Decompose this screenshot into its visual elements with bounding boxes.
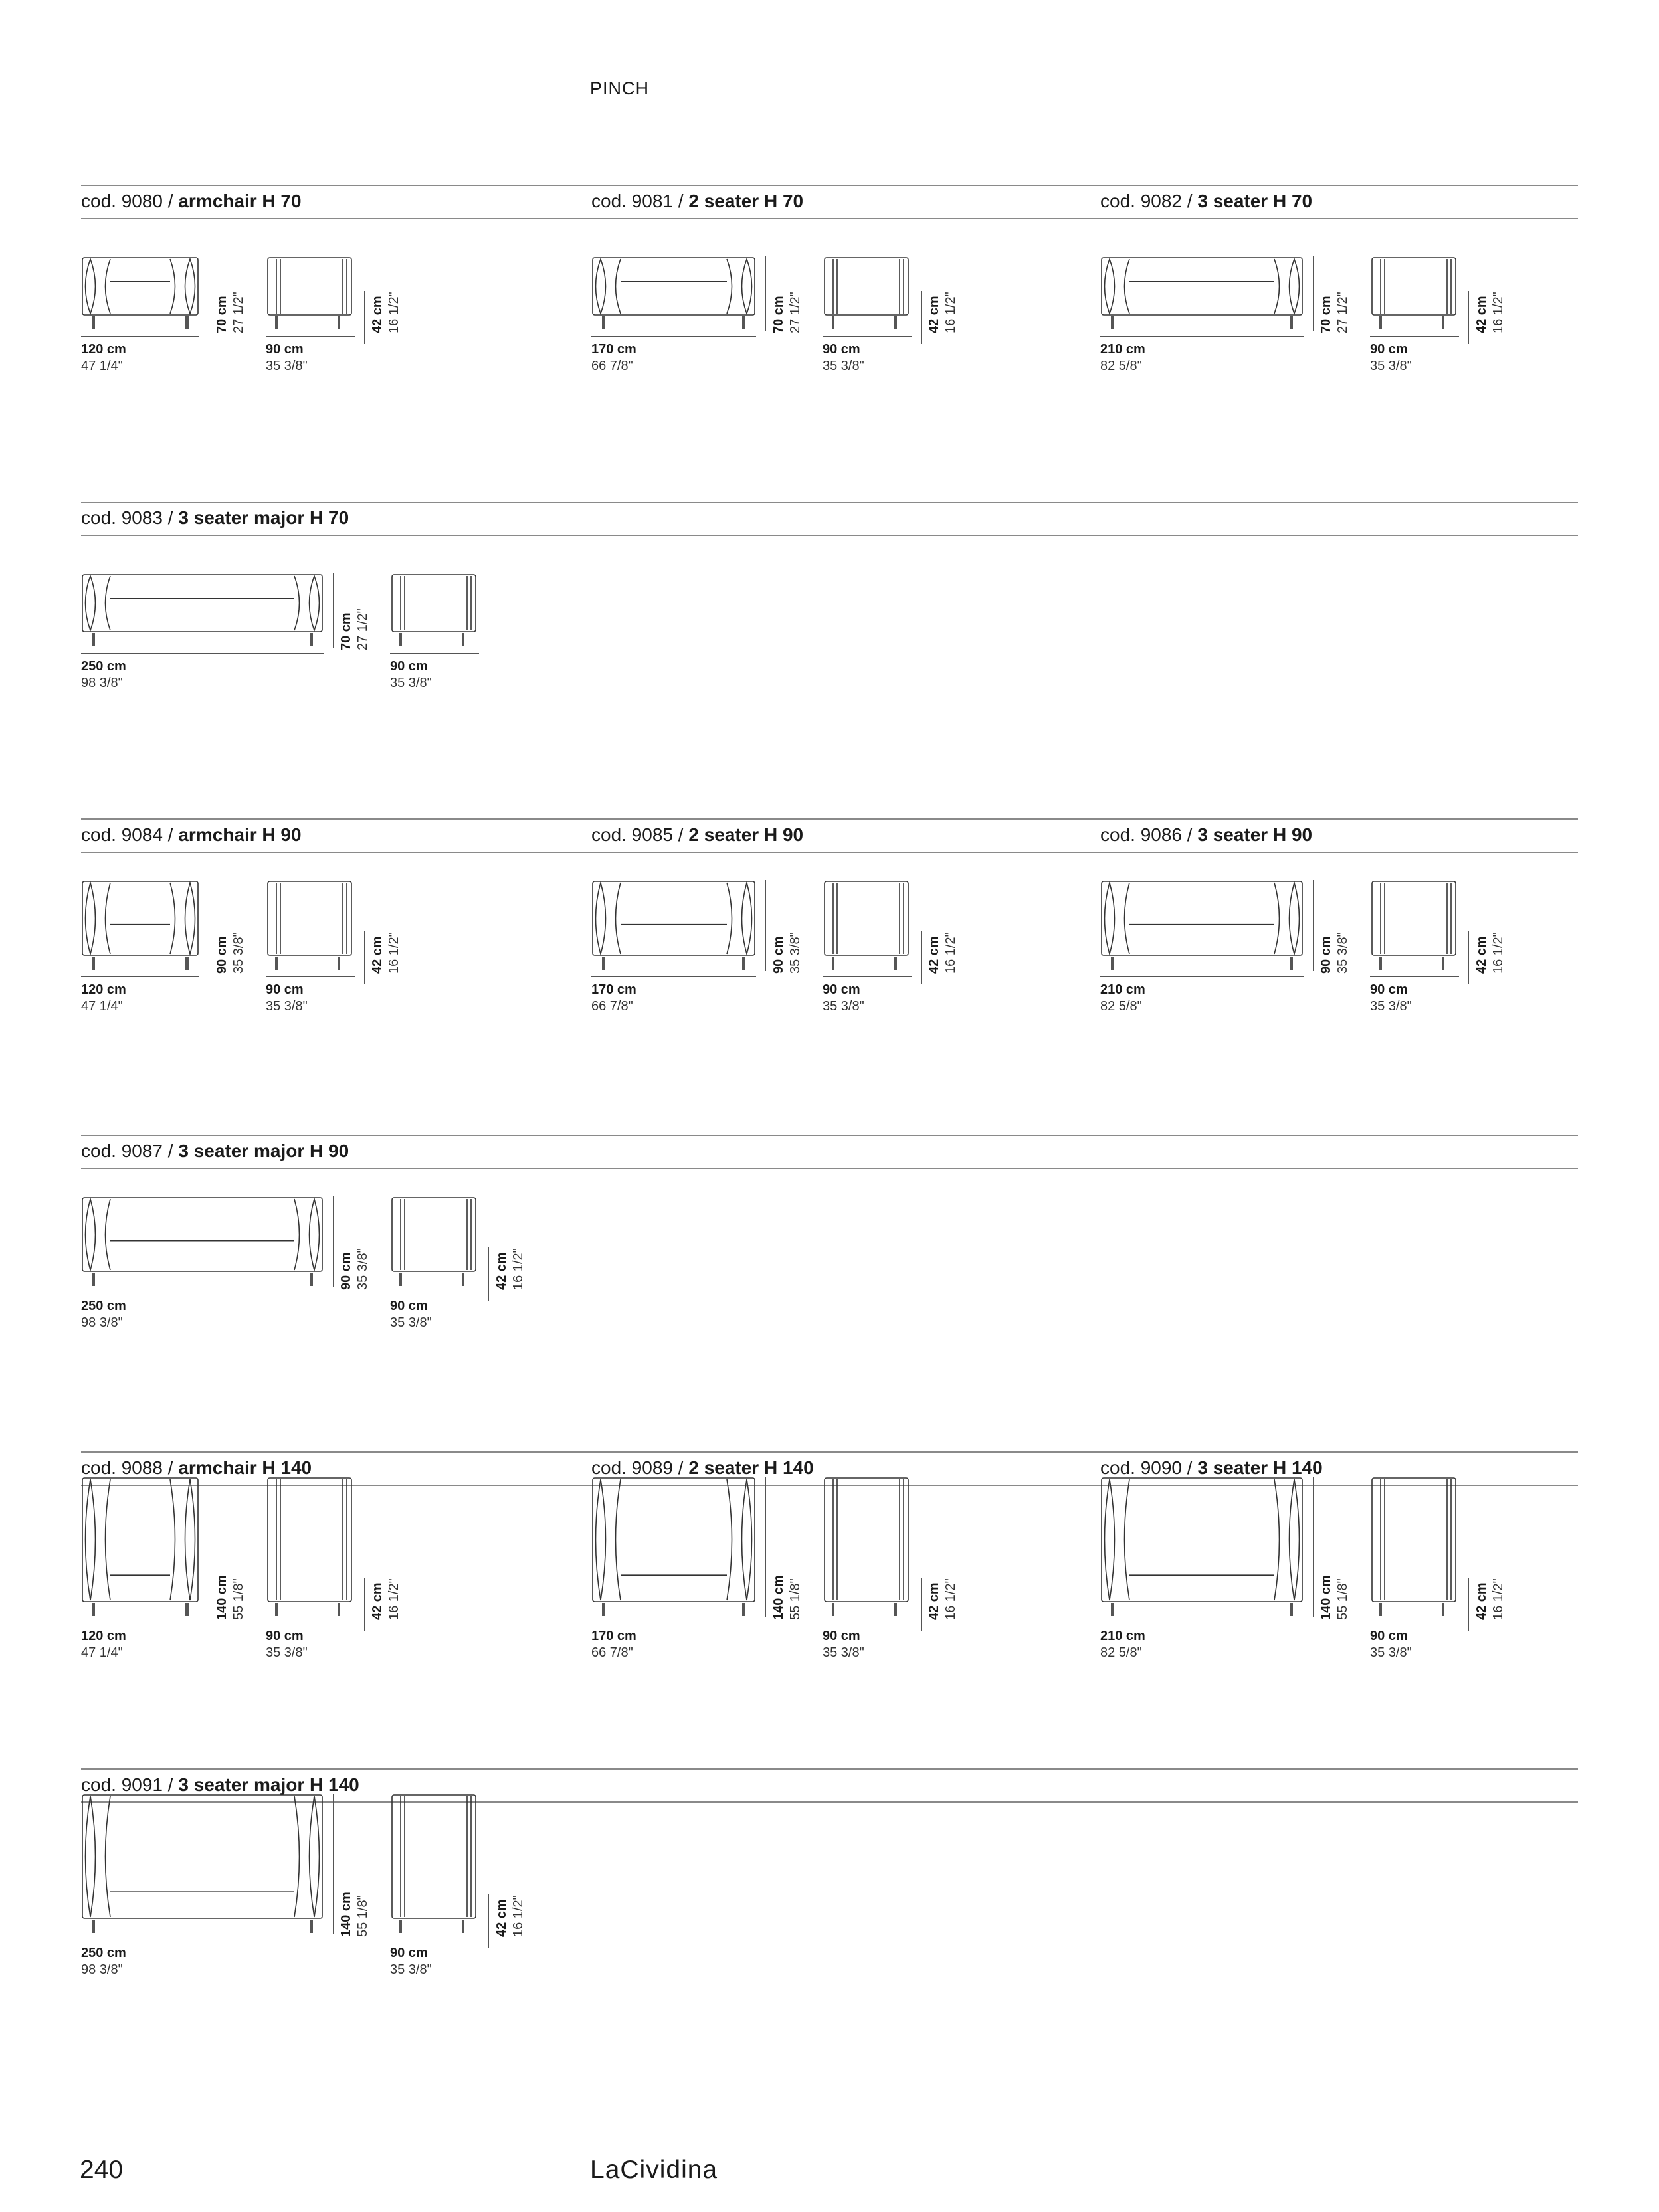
height-cm: 70 cm [771,296,786,333]
page-header-title: PINCH [590,78,650,98]
sofa-front-view-drawing [81,256,199,331]
seat-height-inch: 16 1/2" [387,932,401,974]
depth-dimension-line [266,976,355,977]
seat-height-dimension [369,292,403,333]
page-number: 240 [80,2156,124,2184]
depth-dimension-line [823,976,912,977]
product-name: armchair H 70 [178,191,302,211]
product-title [591,191,803,212]
product-code: cod. 9080 / [81,191,179,211]
seat-height-cm: 42 cm [1474,936,1489,974]
product-title [591,1457,814,1479]
width-dimension [591,341,636,375]
seat-height-dimension-line [921,931,922,984]
width-dimension [81,1945,126,1978]
depth-inch: 35 3/8" [390,1315,432,1330]
height-inch: 27 1/2" [231,292,246,333]
height-inch: 35 3/8" [1335,932,1350,974]
product-row-section [81,1451,1578,1764]
sofa-side-view-drawing [390,1196,479,1287]
depth-dimension [823,982,864,1015]
product-row-section [81,185,1578,497]
height-inch: 35 3/8" [355,1248,370,1290]
product-row-section [81,818,1578,1131]
product-title [1100,191,1312,212]
sofa-side-view-drawing [823,880,912,971]
seat-height-inch: 16 1/2" [511,1248,526,1290]
seat-height-dimension-line [488,1894,489,1948]
seat-height-dimension [494,1895,527,1937]
sofa-front-view-drawing [81,880,199,971]
product-name: 2 seater H 140 [688,1457,814,1478]
width-cm: 250 cm [81,1299,126,1313]
height-cm: 90 cm [771,936,786,974]
section-title-rule [81,1168,1578,1169]
depth-cm: 90 cm [823,982,860,997]
width-cm: 210 cm [1100,342,1145,357]
section-top-rule [81,1135,1578,1136]
depth-dimension-line [823,336,912,337]
width-cm: 210 cm [1100,1629,1145,1643]
height-inch: 35 3/8" [788,932,803,974]
width-dimension [591,982,636,1015]
seat-height-inch: 16 1/2" [387,292,401,333]
width-cm: 120 cm [81,1629,126,1643]
sofa-side-view-drawing [390,573,479,648]
width-inch: 98 3/8" [81,1962,123,1977]
depth-dimension [1370,341,1412,375]
sofa-front-view-drawing [81,1196,324,1287]
width-inch: 82 5/8" [1100,999,1142,1014]
depth-inch: 35 3/8" [1370,359,1412,373]
width-inch: 82 5/8" [1100,1645,1142,1660]
product-title [81,191,302,212]
depth-dimension [266,1628,308,1661]
height-dimension-line [765,880,766,971]
sofa-front-view-drawing [1100,1477,1304,1617]
product-name: 2 seater H 90 [688,824,804,845]
width-dimension [591,1628,636,1661]
product-code: cod. 9088 / [81,1457,179,1478]
height-dimension [214,292,247,333]
height-cm: 90 cm [215,936,229,974]
seat-height-dimension-line [921,1578,922,1631]
height-cm: 70 cm [339,612,353,650]
sofa-front-view-drawing [591,1477,756,1617]
product-code: cod. 9087 / [81,1141,179,1161]
depth-cm: 90 cm [266,342,304,357]
sofa-side-view-drawing [823,256,912,331]
product-code: cod. 9083 / [81,507,179,528]
height-cm: 140 cm [771,1575,786,1620]
section-title-rule [81,218,1578,219]
depth-cm: 90 cm [266,1629,304,1643]
height-dimension [1318,932,1351,974]
depth-dimension-line [1370,976,1459,977]
seat-height-dimension-line [364,291,365,344]
product-name: 3 seater H 90 [1197,824,1313,845]
seat-height-dimension-line [921,291,922,344]
seat-height-cm: 42 cm [370,1582,385,1620]
seat-height-cm: 42 cm [494,1899,509,1937]
sofa-front-view-drawing [591,880,756,971]
width-dimension-line [591,976,756,977]
product-title [81,1141,349,1162]
seat-height-dimension [369,932,403,974]
seat-height-cm: 42 cm [927,296,941,333]
height-dimension [214,932,247,974]
width-dimension [1100,1628,1145,1661]
product-name: 2 seater H 70 [688,191,804,211]
width-cm: 210 cm [1100,982,1145,997]
depth-cm: 90 cm [823,342,860,357]
depth-inch: 35 3/8" [266,999,308,1014]
height-dimension [1318,1575,1351,1620]
product-code: cod. 9089 / [591,1457,689,1478]
depth-dimension [390,658,432,691]
width-dimension [81,341,126,375]
sofa-side-view-drawing [823,1477,912,1617]
seat-height-cm: 42 cm [927,936,941,974]
sofa-side-view-drawing [1370,880,1459,971]
depth-cm: 90 cm [390,1299,428,1313]
product-name: armchair H 90 [178,824,302,845]
section-top-rule [81,1768,1578,1770]
seat-height-dimension-line [364,931,365,984]
depth-dimension [1370,982,1412,1015]
depth-inch: 35 3/8" [823,359,864,373]
seat-height-inch: 16 1/2" [943,1578,958,1620]
width-cm: 250 cm [81,659,126,674]
product-code: cod. 9091 / [81,1774,179,1795]
seat-height-dimension-line [1468,291,1469,344]
width-inch: 66 7/8" [591,359,633,373]
width-cm: 170 cm [591,1629,636,1643]
sofa-side-view-drawing [1370,256,1459,331]
width-dimension [81,1628,126,1661]
width-inch: 98 3/8" [81,676,123,690]
height-cm: 140 cm [1319,1575,1333,1620]
height-dimension-line [1313,880,1314,971]
depth-cm: 90 cm [1370,342,1408,357]
height-inch: 55 1/8" [788,1578,803,1620]
seat-height-dimension-line [488,1247,489,1301]
product-code: cod. 9084 / [81,824,179,845]
seat-height-dimension-line [364,1578,365,1631]
sofa-side-view-drawing [266,1477,355,1617]
product-name: 3 seater H 140 [1197,1457,1323,1478]
height-dimension-line [333,1794,334,1934]
section-title-rule [81,535,1578,536]
width-dimension-line [591,336,756,337]
brand-name: LaCividina [590,2156,718,2184]
height-cm: 90 cm [1319,936,1333,974]
depth-inch: 35 3/8" [390,676,432,690]
height-cm: 140 cm [215,1575,229,1620]
seat-height-cm: 42 cm [370,296,385,333]
product-name: 3 seater H 70 [1197,191,1313,211]
height-dimension [338,1892,371,1937]
product-code: cod. 9090 / [1100,1457,1198,1478]
depth-dimension-line [1370,336,1459,337]
product-name: 3 seater major H 90 [178,1141,349,1161]
product-title [81,824,302,846]
width-inch: 82 5/8" [1100,359,1142,373]
width-cm: 170 cm [591,342,636,357]
sofa-side-view-drawing [390,1794,479,1934]
product-code: cod. 9082 / [1100,191,1198,211]
seat-height-inch: 16 1/2" [943,292,958,333]
width-dimension [81,1298,126,1331]
seat-height-inch: 16 1/2" [511,1895,526,1937]
height-dimension-line [333,1196,334,1287]
product-title [81,1457,312,1479]
height-dimension-line [1313,256,1314,331]
product-row-section [81,502,1578,814]
depth-inch: 35 3/8" [266,1645,308,1660]
depth-cm: 90 cm [390,659,428,674]
width-cm: 170 cm [591,982,636,997]
width-inch: 98 3/8" [81,1315,123,1330]
product-code: cod. 9085 / [591,824,689,845]
seat-height-dimension [494,1248,527,1290]
product-title [1100,1457,1323,1479]
sofa-front-view-drawing [81,573,324,648]
width-inch: 47 1/4" [81,999,123,1014]
depth-dimension [823,1628,864,1661]
height-cm: 90 cm [339,1252,353,1290]
width-cm: 120 cm [81,982,126,997]
height-inch: 35 3/8" [231,932,246,974]
seat-height-cm: 42 cm [494,1252,509,1290]
depth-inch: 35 3/8" [1370,999,1412,1014]
depth-cm: 90 cm [1370,982,1408,997]
section-top-rule [81,818,1578,820]
seat-height-inch: 16 1/2" [1491,292,1506,333]
width-dimension-line [1100,336,1304,337]
depth-inch: 35 3/8" [823,999,864,1014]
seat-height-dimension [369,1578,403,1620]
depth-cm: 90 cm [1370,1629,1408,1643]
height-inch: 27 1/2" [355,608,370,650]
depth-dimension [390,1298,432,1331]
sofa-side-view-drawing [266,256,355,331]
seat-height-cm: 42 cm [927,1582,941,1620]
depth-dimension [823,341,864,375]
product-code: cod. 9081 / [591,191,689,211]
height-cm: 70 cm [215,296,229,333]
height-dimension [214,1575,247,1620]
height-inch: 27 1/2" [788,292,803,333]
height-dimension-line [1313,1477,1314,1617]
height-inch: 55 1/8" [355,1895,370,1937]
width-dimension-line [1100,976,1304,977]
sofa-side-view-drawing [1370,1477,1459,1617]
width-inch: 66 7/8" [591,999,633,1014]
section-title-rule [81,852,1578,853]
sofa-side-view-drawing [266,880,355,971]
depth-dimension [390,1945,432,1978]
seat-height-inch: 16 1/2" [1491,932,1506,974]
height-inch: 55 1/8" [1335,1578,1350,1620]
height-cm: 140 cm [339,1892,353,1937]
height-dimension [1318,292,1351,333]
seat-height-dimension [1474,292,1507,333]
product-title [591,824,803,846]
sofa-front-view-drawing [81,1794,324,1934]
width-dimension-line [81,976,199,977]
depth-inch: 35 3/8" [390,1962,432,1977]
depth-dimension [266,982,308,1015]
seat-height-dimension [926,1578,959,1620]
height-dimension [338,608,371,650]
section-top-rule [81,1451,1578,1453]
seat-height-cm: 42 cm [1474,296,1489,333]
width-inch: 66 7/8" [591,1645,633,1660]
section-top-rule [81,502,1578,503]
seat-height-dimension [926,292,959,333]
width-dimension-line [81,336,199,337]
width-dimension [81,658,126,691]
width-dimension [1100,341,1145,375]
depth-dimension-line [266,336,355,337]
section-top-rule [81,185,1578,186]
depth-dimension [1370,1628,1412,1661]
product-title [81,507,349,529]
seat-height-dimension [926,932,959,974]
depth-inch: 35 3/8" [266,359,308,373]
height-dimension-line [765,256,766,331]
depth-dimension-line [390,653,479,654]
height-dimension [771,292,804,333]
depth-inch: 35 3/8" [823,1645,864,1660]
product-code: cod. 9086 / [1100,824,1198,845]
seat-height-cm: 42 cm [1474,1582,1489,1620]
width-dimension-line [81,653,324,654]
seat-height-inch: 16 1/2" [943,932,958,974]
seat-height-dimension [1474,1578,1507,1620]
seat-height-dimension-line [1468,1578,1469,1631]
height-inch: 27 1/2" [1335,292,1350,333]
height-dimension-line [333,573,334,648]
width-cm: 250 cm [81,1946,126,1960]
sofa-front-view-drawing [591,256,756,331]
sofa-front-view-drawing [1100,880,1304,971]
product-name: armchair H 140 [178,1457,312,1478]
product-row-section [81,1135,1578,1447]
product-title [81,1774,359,1796]
depth-cm: 90 cm [823,1629,860,1643]
seat-height-dimension-line [1468,931,1469,984]
depth-dimension [266,341,308,375]
height-dimension [771,932,804,974]
product-name: 3 seater major H 140 [178,1774,359,1795]
seat-height-dimension [1474,932,1507,974]
width-cm: 120 cm [81,342,126,357]
sofa-front-view-drawing [1100,256,1304,331]
width-dimension [81,982,126,1015]
height-dimension [338,1248,371,1290]
product-row-section [81,1768,1578,2080]
depth-cm: 90 cm [390,1946,428,1960]
seat-height-inch: 16 1/2" [387,1578,401,1620]
height-cm: 70 cm [1319,296,1333,333]
height-inch: 55 1/8" [231,1578,246,1620]
width-inch: 47 1/4" [81,359,123,373]
width-inch: 47 1/4" [81,1645,123,1660]
height-dimension [771,1575,804,1620]
seat-height-cm: 42 cm [370,936,385,974]
product-title [1100,824,1312,846]
sofa-front-view-drawing [81,1477,199,1617]
depth-inch: 35 3/8" [1370,1645,1412,1660]
height-dimension-line [765,1477,766,1617]
product-name: 3 seater major H 70 [178,507,349,528]
seat-height-inch: 16 1/2" [1491,1578,1506,1620]
depth-cm: 90 cm [266,982,304,997]
width-dimension [1100,982,1145,1015]
